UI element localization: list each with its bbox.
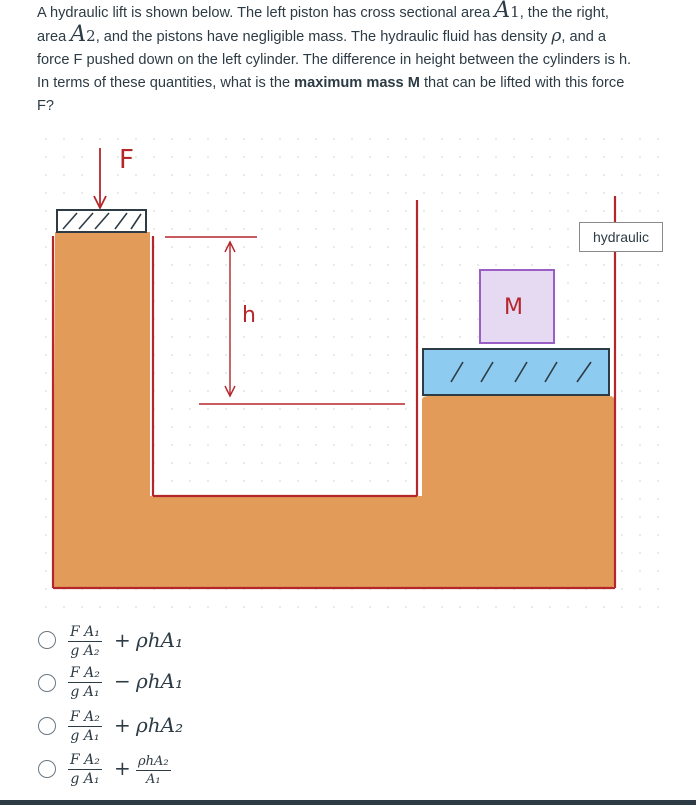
- force-label: F: [119, 145, 134, 175]
- left-piston: [57, 210, 146, 232]
- fraction-denominator: g A₂: [70, 643, 100, 659]
- choice-2-term: ρhA₁: [136, 669, 184, 693]
- choice-2-fraction: [68, 665, 102, 701]
- choice-2-operator: −: [114, 669, 131, 693]
- fraction-numerator: ρhA₂: [138, 754, 169, 769]
- rho-symbol: ρ: [551, 26, 562, 46]
- choice-4-radio[interactable]: [38, 760, 56, 778]
- choice-3-radio[interactable]: [38, 717, 56, 735]
- bottom-border: [0, 800, 696, 805]
- fraction-numerator: F A₂: [70, 665, 100, 681]
- question-emphasis: maximum mass M: [294, 75, 420, 91]
- choice-4[interactable]: [38, 750, 228, 790]
- question-text: [37, 2, 642, 118]
- question-part: , and the pistons have negligible mass. The hydraulic fluid has density: [95, 29, 552, 45]
- area-a2-symbol: A2: [70, 22, 96, 47]
- choice-2-radio[interactable]: [38, 674, 56, 692]
- question-part: that can be lifted with this force F?: [37, 75, 625, 114]
- fraction-denominator: g A₁: [70, 728, 100, 744]
- hydraulic-lift-diagram: [37, 130, 667, 616]
- choice-3-fraction: [68, 709, 102, 745]
- fraction-denominator: A₁: [146, 772, 161, 787]
- question-part: , and a force F pushed down on the left cylinder. The difference in height between the cylinders is h. In terms of these quantities, what is the: [37, 29, 632, 91]
- choice-1[interactable]: [38, 622, 228, 662]
- area-a1-symbol: A1: [494, 0, 520, 23]
- fraction-numerator: F A₁: [70, 624, 100, 640]
- fraction-denominator: g A₁: [70, 771, 100, 787]
- choice-1-operator: +: [114, 628, 131, 652]
- hydraulic-label-box: hydraulic: [579, 222, 663, 252]
- fraction-numerator: F A₂: [70, 709, 100, 725]
- height-label: h: [242, 303, 256, 328]
- fraction-numerator: F A₂: [70, 752, 100, 768]
- choice-3[interactable]: [38, 707, 228, 747]
- choice-4-fraction: [68, 752, 102, 788]
- choice-2[interactable]: [38, 663, 228, 703]
- choice-1-radio[interactable]: [38, 631, 56, 649]
- choice-3-term: ρhA₂: [136, 713, 184, 737]
- right-piston: [423, 349, 609, 395]
- choice-1-term: ρhA₁: [136, 628, 184, 652]
- choice-4-term-fraction: [136, 753, 171, 789]
- choice-3-operator: +: [114, 713, 131, 737]
- question-part: A hydraulic lift is shown below. The left piston has cross sectional area: [37, 5, 495, 21]
- fraction-denominator: g A₁: [70, 684, 100, 700]
- choice-4-operator: +: [114, 756, 131, 780]
- mass-label: M: [504, 295, 523, 320]
- question-part: , the the right, area: [37, 5, 609, 45]
- choice-1-fraction: [68, 624, 102, 660]
